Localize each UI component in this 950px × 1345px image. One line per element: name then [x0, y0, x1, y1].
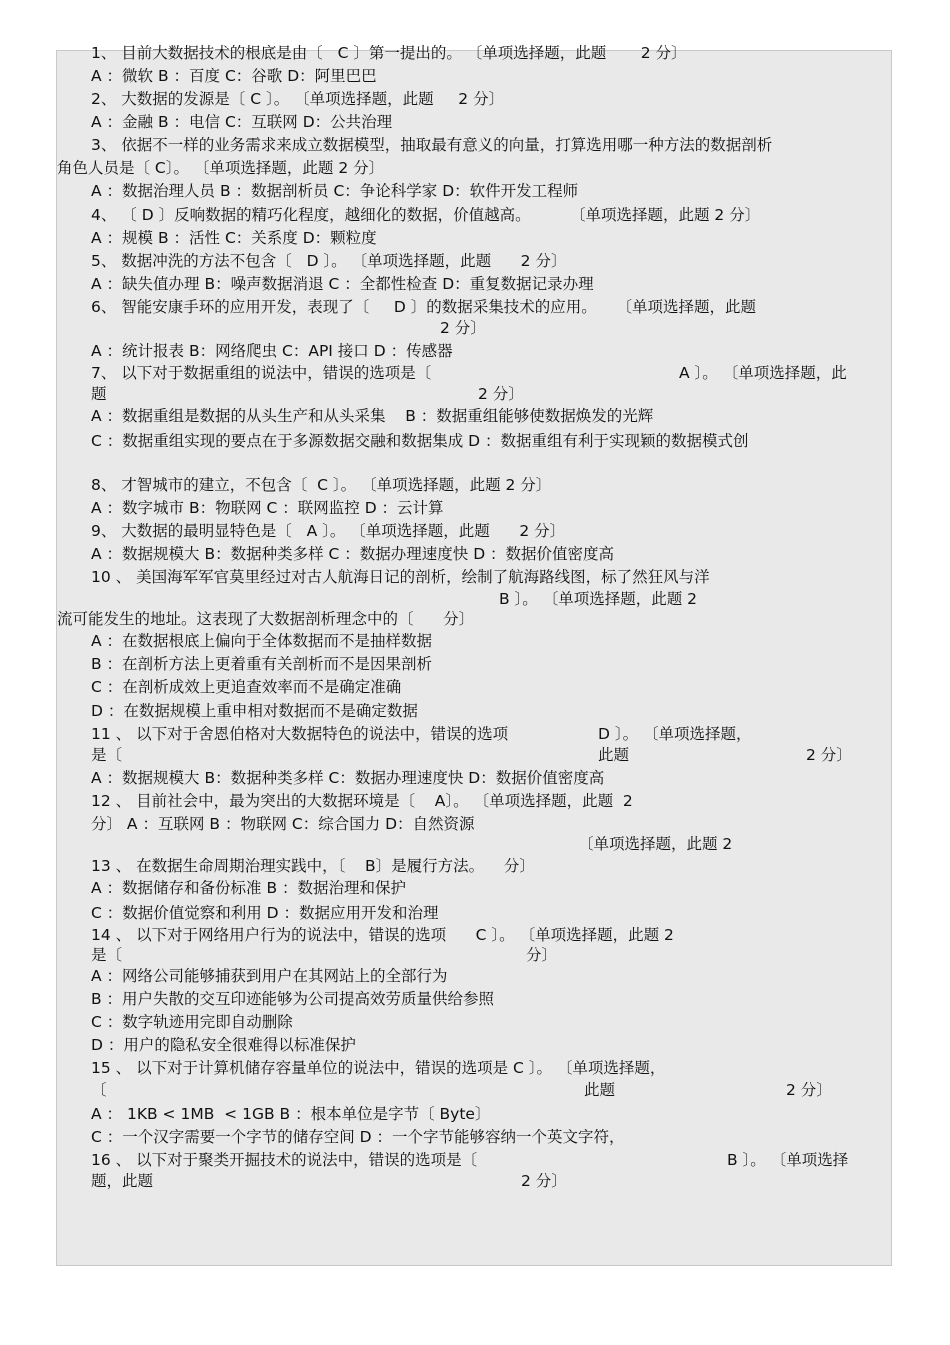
- question-9-options: A ：数据规模大 B：数据种类多样 C ：数据办理速度快 D ：数据价值密度高: [91, 545, 615, 563]
- question-9: 9、 大数据的最明显特色是〔 A 〕。 〔单项选择题，此题 2 分〕: [91, 522, 566, 540]
- question-7-answer: A 〕。 〔单项选择题，此: [679, 364, 847, 382]
- question-12-line-2: 分〕 A ：互联网 B ：物联网 C：综合国力 D：自然资源: [91, 815, 475, 833]
- question-4: 4、 〔 D 〕反响数据的精巧化程度，越细化的数据，价值越高。 〔单项选择题，此题 2 分〕: [91, 206, 761, 224]
- question-6: 6、 智能安康手环的应用开发，表现了〔 D 〕的数据采集技术的应用。 〔单项选择题，此题: [91, 298, 756, 316]
- question-10-line-3: 流可能发生的地址。这表现了大数据剖析理念中的〔 分〕: [57, 610, 475, 628]
- question-14-score: 分〕: [526, 946, 558, 964]
- question-5-options: A ：缺失值办理 B：噪声数据消退 C ：全都性检查 D：重复数据记录办理: [91, 275, 594, 293]
- question-13: 13 、 在数据生命周期治理实践中，〔 B〕是履行方法。 分〕: [91, 857, 535, 875]
- question-15: 15 、 以下对于计算机储存容量单位的说法中，错误的选项是 C 〕。 〔单项选择题，: [91, 1059, 666, 1077]
- question-10-option-d: D ：在数据规模上重申相对数据而不是确定数据: [91, 702, 418, 720]
- question-6-options: A ：统计报表 B：网络爬虫 C：API 接口 D ：传感器: [91, 342, 453, 360]
- question-11-answer: D 〕。 〔单项选择题，: [598, 725, 752, 743]
- question-3-line-2: 角色人员是〔 C〕。 〔单项选择题，此题 2 分〕: [57, 159, 385, 177]
- question-11-line-2: 是〔: [91, 746, 123, 764]
- question-14-line-2: 是〔: [91, 946, 123, 964]
- question-5: 5、 数据冲洗的方法不包含〔 D 〕。 〔单项选择题，此题 2 分〕: [91, 252, 567, 270]
- question-10-line-2: B 〕。 〔单项选择题，此题 2: [499, 590, 698, 608]
- question-2: 2、 大数据的发源是〔 C 〕。 〔单项选择题，此题 2 分〕: [91, 90, 505, 108]
- question-11: 11 、 以下对于舍恩伯格对大数据特色的说法中，错误的选项: [91, 725, 509, 743]
- question-15-line-2: 〔: [91, 1081, 107, 1099]
- question-8: 8、 才智城市的建立，不包含〔 C 〕。 〔单项选择题，此题 2 分〕: [91, 476, 552, 494]
- question-8-options: A ：数字城市 B：物联网 C ：联网监控 D ：云计算: [91, 499, 444, 517]
- question-16: 16 、 以下对于聚类开掘技术的说法中，错误的选项是〔: [91, 1151, 478, 1169]
- question-11-ti: 此题: [598, 746, 630, 764]
- question-7-line-2: 题: [91, 385, 107, 403]
- question-3-options: A ：数据治理人员 B ：数据剖析员 C：争论科学家 D：软件开发工程师: [91, 182, 579, 200]
- question-11-options: A ：数据规模大 B：数据种类多样 C：数据办理速度快 D：数据价值密度高: [91, 769, 605, 787]
- question-10-option-a: A ：在数据根底上偏向于全体数据而不是抽样数据: [91, 632, 433, 650]
- question-12: 12 、 目前社会中，最为突出的大数据环境是〔 A〕。 〔单项选择题，此题 2: [91, 792, 633, 810]
- question-15-options-ab: A ： 1KB < 1MB < 1GB B ：根本单位是字节〔 Byte〕: [91, 1105, 491, 1123]
- question-13-type: 〔单项选择题，此题 2: [578, 835, 733, 853]
- question-16-answer: B 〕。 〔单项选择: [727, 1151, 849, 1169]
- question-3: 3、 依据不一样的业务需求来成立数据模型，抽取最有意义的向量，打算选用哪一种方法的数据剖析: [91, 136, 773, 154]
- question-11-score: 2 分〕: [806, 746, 852, 764]
- question-10-option-c: C ：在剖析成效上更追查效率而不是确定准确: [91, 678, 402, 696]
- question-7-options-ab: A ：数据重组是数据的从头生产和从头采集 B ：数据重组能够使数据焕发的光辉: [91, 407, 654, 425]
- question-15-ti: 此题: [584, 1081, 616, 1099]
- question-15-score: 2 分〕: [786, 1081, 832, 1099]
- question-7: 7、 以下对于数据重组的说法中，错误的选项是〔: [91, 364, 432, 382]
- question-13-options-cd: C ：数据价值觉察和利用 D ：数据应用开发和治理: [91, 904, 439, 922]
- question-7-options-cd: C ：数据重组实现的要点在于多源数据交融和数据集成 D ：数据重组有利于实现颖的数据模式创: [91, 432, 749, 450]
- question-16-score: 2 分〕: [521, 1172, 567, 1190]
- question-1-options: A ：微软 B ：百度 C：谷歌 D：阿里巴巴: [91, 67, 377, 85]
- question-1: 1、 目前大数据技术的根底是由〔 C 〕第一提出的。 〔单项选择题，此题 2 分〕: [91, 44, 687, 62]
- question-14-option-d: D ：用户的隐私安全很难得以标准保护: [91, 1036, 356, 1054]
- question-13-options-ab: A ：数据储存和备份标准 B ：数据治理和保护: [91, 879, 407, 897]
- question-15-options-cd: C ：一个汉字需要一个字节的储存空间 D ：一个字节能够容纳一个英文字符，: [91, 1128, 625, 1146]
- question-14-option-b: B ：用户失散的交互印迹能够为公司提高效劳质量供给参照: [91, 990, 495, 1008]
- question-7-score: 2 分〕: [478, 385, 524, 403]
- question-6-line-2: 2 分〕: [440, 319, 486, 337]
- question-14: 14 、 以下对于网络用户行为的说法中，错误的选项 C 〕。 〔单项选择题，此题 2: [91, 926, 674, 944]
- question-14-option-a: A ：网络公司能够捕获到用户在其网站上的全部行为: [91, 967, 448, 985]
- question-2-options: A ：金融 B ：电信 C：互联网 D：公共治理: [91, 113, 393, 131]
- question-4-options: A ：规模 B ：活性 C：关系度 D：颗粒度: [91, 229, 377, 247]
- question-16-line-2: 题，此题: [91, 1172, 154, 1190]
- question-10-option-b: B ：在剖析方法上更着重有关剖析而不是因果剖析: [91, 655, 433, 673]
- question-10: 10 、 美国海军军官莫里经过对古人航海日记的剖析，绘制了航海路线图，标了然狂风与洋: [91, 568, 710, 586]
- question-14-option-c: C ：数字轨迹用完即自动删除: [91, 1013, 293, 1031]
